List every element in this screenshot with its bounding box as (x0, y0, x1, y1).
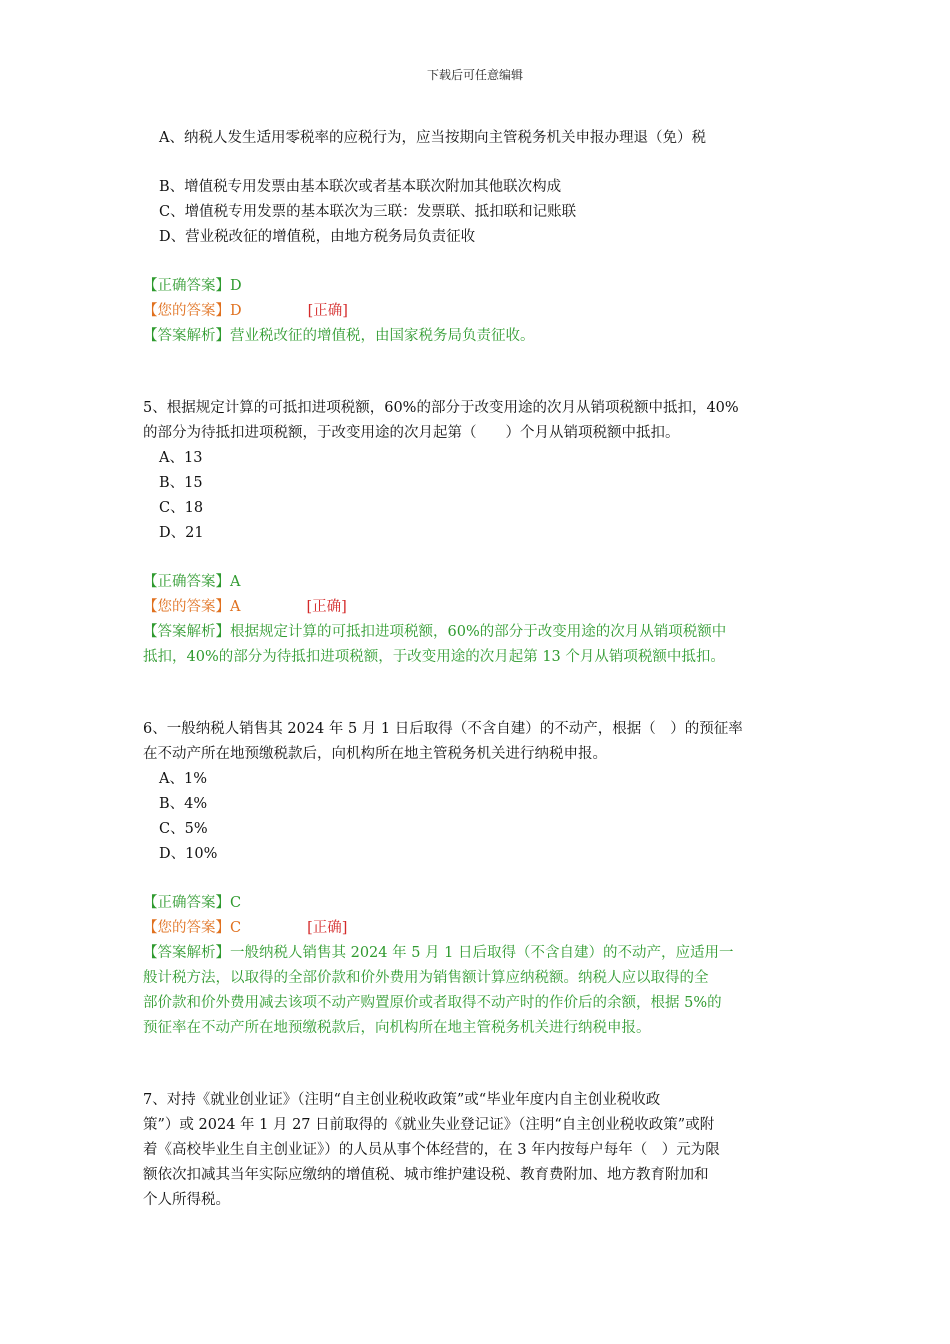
correct-answer-label: 【正确答案】 (143, 278, 230, 294)
your-answer-value: C (230, 920, 242, 936)
q6-analysis-line-4: 预征率在不动产所在地预缴税款后，向机构所在地主管税务机关进行纳税申报。 (143, 1020, 651, 1036)
analysis-text: 一般纳税人销售其 2024 年 5 月 1 日后取得（不含自建）的不动产，应适用一 (230, 945, 734, 961)
q6-stem-line-2: 在不动产所在地预缴税款后，向机构所在地主管税务机关进行纳税申报。 (143, 746, 607, 762)
q6-analysis-line-3: 部价款和价外费用减去该项不动产购置原价或者取得不动产时的作价后的余额，根据 5%的 (143, 995, 722, 1011)
q4-your-answer (143, 299, 813, 324)
q5-analysis-line-2: 抵扣，40%的部分为待抵扣进项税额，于改变用途的次月起第 13 个月从销项税额中抵扣。 (143, 649, 725, 665)
q5-analysis-line-1 (143, 620, 813, 645)
q6-your-answer (143, 916, 813, 941)
q4-option-d: D、营业税改征的增值税，由地方税务局负责征收 (159, 229, 476, 245)
q6-correct-answer (143, 891, 813, 916)
q6-option-a: A、1% (159, 771, 207, 787)
verdict-badge: [正确] (306, 599, 347, 615)
q7-stem-line-1: 7、对持《就业创业证》（注明“自主创业税收政策”或“毕业年度内自主创业税收政 (143, 1092, 661, 1108)
q6-option-b: B、4% (159, 796, 208, 812)
q6-stem-line-1: 6、一般纳税人销售其 2024 年 5 月 1 日后取得（不含自建）的不动产，根据（ ）的预征率 (143, 721, 743, 737)
q7-stem-line-4: 额依次扣减其当年实际应缴纳的增值税、城市维护建设税、教育费附加、地方教育附加和 (143, 1167, 709, 1183)
q7-stem-line-2: 策”）或 2024 年 1 月 27 日前取得的《就业失业登记证》（注明“自主创业税收政策”或附 (143, 1117, 715, 1133)
your-answer-label: 【您的答案】 (143, 599, 230, 615)
your-answer-label: 【您的答案】 (143, 920, 230, 936)
q4-correct-answer (143, 274, 813, 299)
correct-answer-value: C (230, 895, 242, 911)
analysis-label: 【答案解析】 (143, 624, 230, 640)
q5-your-answer (143, 595, 813, 620)
correct-answer-value: A (230, 574, 241, 590)
q4-analysis (143, 324, 813, 349)
q5-correct-answer (143, 570, 813, 595)
q6-analysis-line-2: 般计税方法，以取得的全部价款和价外费用为销售额计算应纳税额。纳税人应以取得的全 (143, 970, 709, 986)
correct-answer-value: D (230, 278, 242, 294)
correct-answer-label: 【正确答案】 (143, 574, 230, 590)
q5-stem-line-2: 的部分为待抵扣进项税额，于改变用途的次月起第（ ）个月从销项税额中抵扣。 (143, 425, 680, 441)
q7-stem-line-5: 个人所得税。 (143, 1192, 230, 1208)
page-header: 下载后可任意编辑 (426, 68, 523, 82)
q5-option-d: D、21 (159, 525, 204, 541)
analysis-text: 根据规定计算的可抵扣进项税额，60%的部分于改变用途的次月从销项税额中 (230, 624, 727, 640)
analysis-text: 营业税改征的增值税，由国家税务局负责征收。 (230, 328, 535, 344)
q5-option-a: A、13 (159, 450, 203, 466)
q6-analysis-line-1 (143, 941, 813, 966)
q5-option-c: C、18 (159, 500, 204, 516)
your-answer-value: D (230, 303, 242, 319)
verdict-badge: [正确] (307, 303, 348, 319)
your-answer-value: A (230, 599, 241, 615)
q4-option-a: A、纳税人发生适用零税率的应税行为，应当按期向主管税务机关申报办理退（免）税 (159, 130, 706, 146)
verdict-badge: [正确] (307, 920, 348, 936)
q5-option-b: B、15 (159, 475, 203, 491)
q5-stem-line-1: 5、根据规定计算的可抵扣进项税额，60%的部分于改变用途的次月从销项税额中抵扣，40% (143, 400, 739, 416)
analysis-label: 【答案解析】 (143, 328, 230, 344)
q4-option-b: B、增值税专用发票由基本联次或者基本联次附加其他联次构成 (159, 179, 562, 195)
q7-stem-line-3: 着《高校毕业生自主创业证》）的人员从事个体经营的，在 3 年内按每户每年（ ）元为限 (143, 1142, 720, 1158)
analysis-label: 【答案解析】 (143, 945, 230, 961)
q6-option-c: C、5% (159, 821, 208, 837)
q4-option-c: C、增值税专用发票的基本联次为三联：发票联、抵扣联和记账联 (159, 204, 577, 220)
q6-option-d: D、10% (159, 846, 218, 862)
correct-answer-label: 【正确答案】 (143, 895, 230, 911)
document-body (143, 126, 813, 1213)
your-answer-label: 【您的答案】 (143, 303, 230, 319)
